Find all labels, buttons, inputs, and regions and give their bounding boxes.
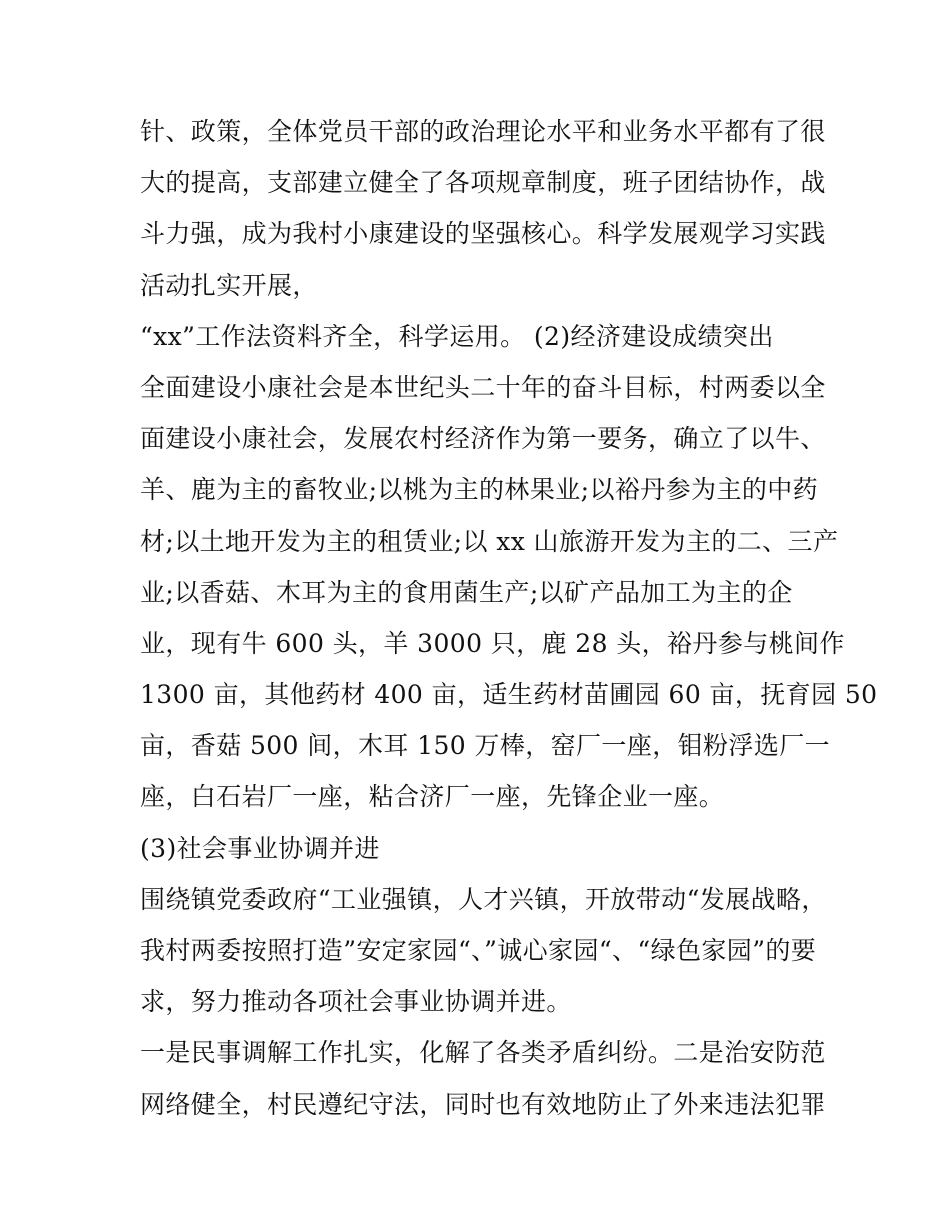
text-line: 羊、鹿为主的畜牧业;以桃为主的林果业;以裕丹参为主的中药 — [140, 475, 819, 505]
text-line: 亩，香菇 500 间，木耳 150 万棒，窑厂一座，钼粉浮选厂一 — [140, 731, 831, 761]
text-line: 求，努力推动各项社会事业协调并进。 — [140, 987, 572, 1017]
text-line: 业;以香菇、木耳为主的食用菌生产;以矿产品加工为主的企 — [140, 577, 793, 607]
text-line: 一是民事调解工作扎实，化解了各类矛盾纠纷。二是治安防范 — [140, 1038, 826, 1068]
text-line: 网络健全，村民遵纪守法，同时也有效地防止了外来违法犯罪 — [140, 1089, 826, 1119]
text-line: “xx”工作法资料齐全，科学运用。 (2)经济建设成绩突出 — [140, 321, 774, 351]
text-line: 活动扎实开展， — [140, 270, 318, 300]
text-line: 大的提高，支部建立健全了各项规章制度，班子团结协作，战 — [140, 168, 826, 198]
text-line: 斗力强，成为我村小康建设的坚强核心。科学发展观学习实践 — [140, 219, 826, 249]
text-line: 业，现有牛 600 头，羊 3000 只，鹿 28 头，裕丹参与桃间作 — [140, 628, 845, 658]
text-line: 1300 亩，其他药材 400 亩，适生药材苗圃园 60 亩，抚育园 50 — [140, 680, 878, 710]
text-line: 全面建设小康社会是本世纪头二十年的奋斗目标，村两委以全 — [140, 372, 826, 402]
document-body — [140, 106, 878, 1130]
text-line: 我村两委按照打造”安定家园“、”诚心家园“、“绿色家园”的要 — [140, 936, 817, 965]
text-line: 围绕镇党委政府“工业强镇，人才兴镇，开放带动“发展战略， — [140, 884, 827, 914]
text-line: 材;以土地开发为主的租赁业;以 xx 山旅游开发为主的二、三产 — [140, 526, 839, 556]
text-line: (3)社会事业协调并进 — [140, 833, 380, 863]
text-line: 针、政策，全体党员干部的政治理论水平和业务水平都有了很 — [140, 117, 826, 146]
text-line: 座，白石岩厂一座，粘合济厂一座，先锋企业一座。 — [140, 782, 725, 812]
text-line: 面建设小康社会，发展农村经济作为第一要务，确立了以牛、 — [140, 424, 826, 454]
